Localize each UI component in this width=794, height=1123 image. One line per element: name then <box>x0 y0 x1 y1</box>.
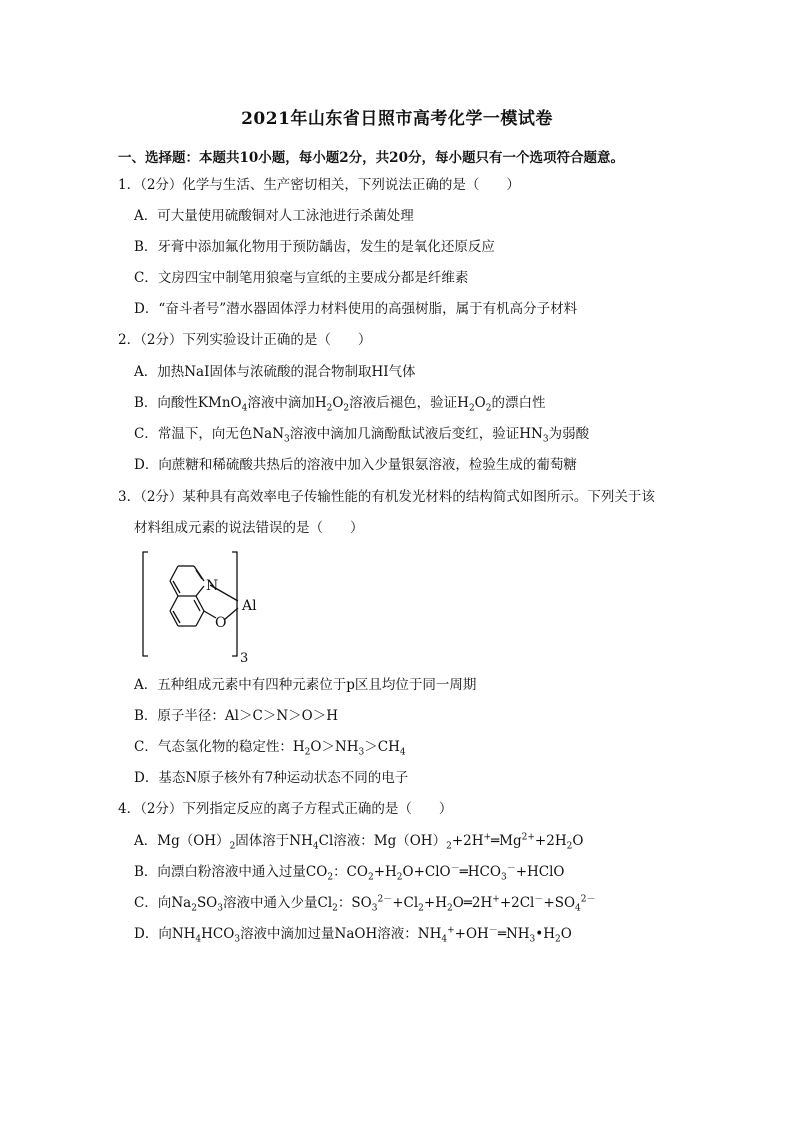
question-1-option-b: B．牙膏中添加氟化物用于预防龋齿，发生的是氧化还原反应 <box>134 239 495 255</box>
question-1-option-c: C．文房四宝中制笔用狼毫与宣纸的主要成分都是纤维素 <box>134 270 469 286</box>
subscript-three: 3 <box>240 651 249 664</box>
question-3-stem-continued: 材料组成元素的说法错误的是（ ） <box>134 520 364 536</box>
question-2-option-a: A．加热NaI固体与浓硫酸的混合物制取HI气体 <box>134 364 416 380</box>
question-4-stem: 4．（2分）下列指定反应的离子方程式正确的是（ ） <box>118 801 453 817</box>
question-3-option-c: C．气态氢化物的稳定性：$H_2O>NH_3>CH_4$ <box>134 739 406 758</box>
right-bracket <box>232 552 237 656</box>
question-3-option-d: D．基态N原子核外有7种运动状态不同的电子 <box>134 770 409 786</box>
question-3-stem: 3．（2分）某种具有高效率电子传输性能的有机发光材料的结构简式如图所示。下列关于该 <box>118 489 655 505</box>
question-2-stem: 2．（2分）下列实验设计正确的是（ ） <box>118 332 372 348</box>
question-4-option-c: C．向$Na_2SO_3$溶液中通入少量$Cl_2$：$SO_3^{2-}+Cl_2+H_2O═2H^++2Cl^-+SO_4^{2-}$ <box>134 894 596 914</box>
oxygen-label: O <box>215 615 227 631</box>
left-bracket <box>143 552 148 656</box>
question-1-option-d: D．“奋斗者号”潜水器固体浮力材料使用的高强树脂，属于有机高分子材料 <box>134 301 578 317</box>
quinolinolato-aluminum-structure <box>140 548 280 664</box>
question-4-option-a: A．$Mg(OH)_2$固体溶于$NH_4Cl$溶液：$Mg(OH)_2+2H^+═Mg^{2+}+2H_2O$ <box>134 832 584 852</box>
question-2-option-d: D．向蔗糖和稀硫酸共热后的溶液中加入少量银氨溶液，检验生成的葡萄糖 <box>134 457 577 473</box>
page-title: 2021年山东省日照市高考化学一模试卷 <box>241 109 553 129</box>
question-2-option-c: C．常温下，向无色NaN$_3$溶液中滴加几滴酚酞试液后变红，验证$HN_3$为弱酸 <box>134 426 590 445</box>
question-1-option-a: A．可大量使用硫酸铜对人工泳池进行杀菌处理 <box>134 208 414 224</box>
section-heading: 一、选择题：本题共10小题，每小题2分，共20分，每小题只有一个选项符合题意。 <box>118 150 624 166</box>
question-4-option-b: B．向漂白粉溶液中通入过量$CO_2$：$CO_2+H_2O+ClO^-═HCO_3^-+HClO$ <box>134 863 565 883</box>
question-2-option-b: B．向酸性KMnO$_4$溶液中滴加$H_2O_2$溶液后褪色，验证$H_2O_2$的漂白性 <box>134 395 546 414</box>
question-3-option-a: A．五种组成元素中有四种元素位于p区且均位于同一周期 <box>134 677 477 693</box>
aluminum-label: Al <box>242 598 257 614</box>
structure-diagram <box>140 548 280 664</box>
nitrogen-label: N <box>206 578 219 594</box>
question-3-option-b: B．原子半径：Al＞C＞N＞O＞H <box>134 708 338 724</box>
question-4-option-d: D．向$NH_4HCO_3$溶液中滴加过量NaOH溶液：$NH_4^++OH^-═NH_3•H_2O$ <box>134 925 572 945</box>
question-1-stem: 1．（2分）化学与生活、生产密切相关，下列说法正确的是（ ） <box>118 177 520 193</box>
